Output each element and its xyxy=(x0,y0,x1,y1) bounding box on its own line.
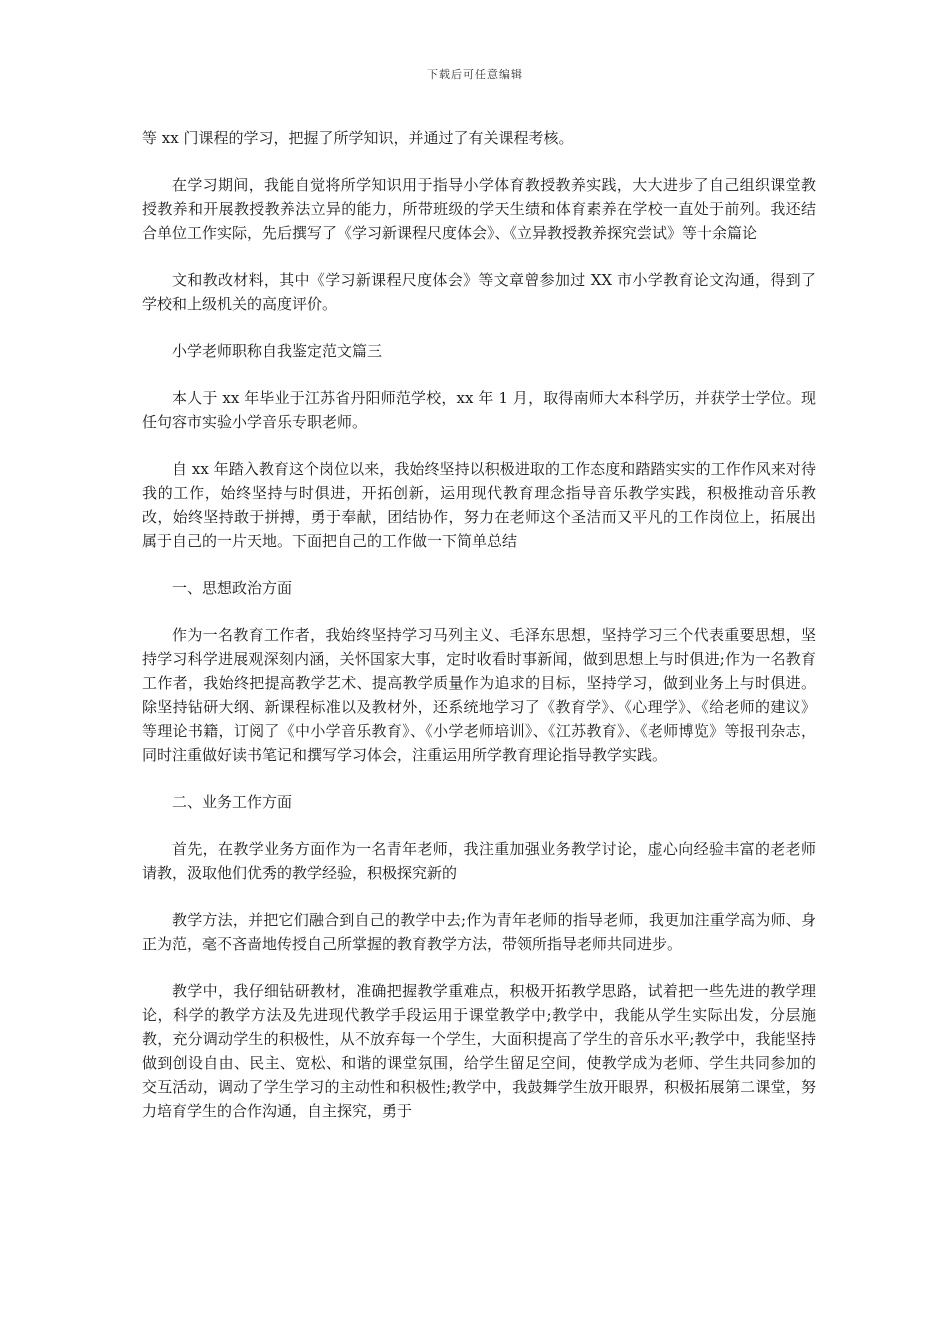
paragraph-graduation: 本人于 xx 年毕业于江苏省丹阳师范学校，xx 年 1 月，取得南师大本科学历，并获学士学位。现任句容市实验小学音乐专职老师。 xyxy=(142,389,816,431)
heading-political-thought: 一、思想政治方面 xyxy=(172,579,293,597)
paragraph-career-intro: 自 xx 年踏入教育这个岗位以来，我始终坚持以积极进取的工作态度和踏踏实实的工作作风来对待我的工作，始终坚持与时俱进，开拓创新，运用现代教育理念指导音乐教学实践，积极推动音乐教改，始终坚持敢于拼搏，勇于奉献，团结协作，努力在老师这个圣洁而又平凡的工作岗位上，拓展出属于自己的一片天地。下面把自己的工作做一下简单总结 xyxy=(142,460,816,550)
paragraph-continued-courses: 等 xx 门课程的学习，把握了所学知识，并通过了有关课程考核。 xyxy=(142,129,574,147)
paragraph-political-thought: 作为一名教育工作者，我始终坚持学习马列主义、毛泽东思想，坚持学习三个代表重要思想，坚持学习科学进展观深刻内涵，关怀国家大事，定时收看时事新闻，做到思想上与时俱进;作为一名教育工作者，我始终把提高教学艺术、提高教学质量作为追求的目标，坚持学习，做到业务上与时俱进。除坚持钻研大纲、新课程标准以及教材外，还系统地学习了《教育学》、《心理学》、《给老师的建议》等理论书籍，订阅了《中小学音乐教育》、《小学老师培训》、《江苏教育》、《老师博览》等报刊杂志，同时注重做好读书笔记和撰写学习体会，注重运用所学教育理论指导教学实践。 xyxy=(142,626,816,764)
paragraph-classroom-teaching: 教学中，我仔细钻研教材，准确把握教学重难点，积极开拓教学思路，试着把一些先进的教学理论，科学的教学方法及先进现代教学手段运用于课堂教学中;教学中，我能从学生实际出发，分层施教，充分调动学生的积极性，从不放弃每一个学生，大面积提高了学生的音乐水平;教学中，我能坚持做到创设自由、民主、宽松、和谐的课堂氛围，给学生留足空间，使教学成为老师、学生共同参加的交互活动，调动了学生学习的主动性和积极性;教学中，我鼓舞学生放开眼界，积极拓展第二课堂，努力培育学生的合作沟通，自主探究，勇于 xyxy=(142,982,816,1120)
paragraph-teaching-methods: 教学方法，并把它们融合到自己的教学中去;作为青年老师的指导老师，我更加注重学高为师、身正为范，毫不吝啬地传授自己所掌握的教育教学方法，带领所指导老师共同进步。 xyxy=(142,911,816,953)
section-title-part-three: 小学老师职称自我鉴定范文篇三 xyxy=(172,342,383,360)
heading-professional-work: 二、业务工作方面 xyxy=(172,793,293,811)
paragraph-papers: 文和教改材料，其中《学习新课程尺度体会》等文章曾参加过 XX 市小学教育论文沟通，得到了学校和上级机关的高度评价。 xyxy=(142,271,816,313)
page-header: 下载后可任意编辑 xyxy=(427,68,523,81)
paragraph-study-period: 在学习期间，我能自觉将所学知识用于指导小学体育教授教养实践，大大进步了自己组织课堂教授教养和开展教授教养法立异的能力，所带班级的学天生绩和体育素养在学校一直处于前列。我还结合单位工作实际，先后撰写了《学习新课程尺度体会》、《立异教授教养探究尝试》等十余篇论 xyxy=(142,176,816,242)
paragraph-teaching-research: 首先，在教学业务方面作为一名青年老师，我注重加强业务教学讨论，虚心向经验丰富的老老师请教，汲取他们优秀的教学经验，积极探究新的 xyxy=(142,840,816,882)
document-body xyxy=(142,126,816,1146)
